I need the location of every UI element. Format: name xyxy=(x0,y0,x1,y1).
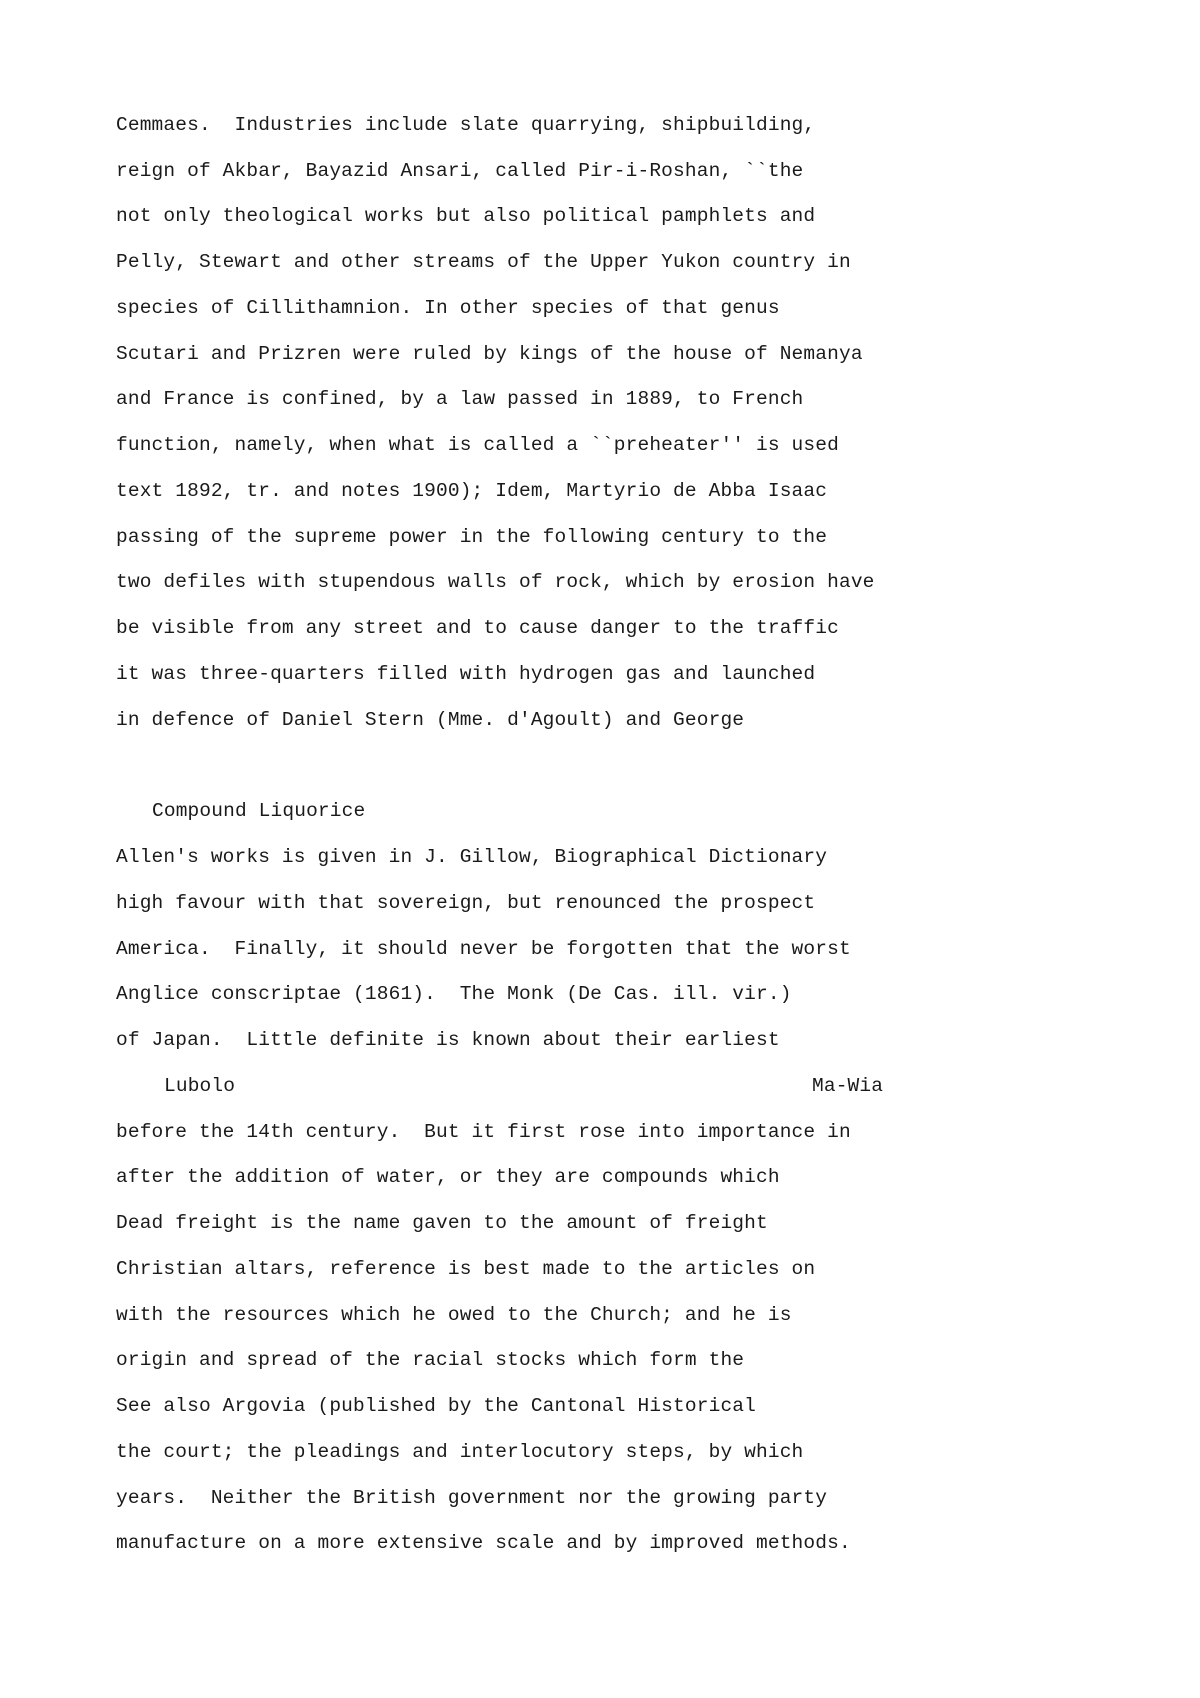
text-line: it was three-quarters filled with hydrogen gas and launched xyxy=(116,663,816,685)
text-line: Allen's works is given in J. Gillow, Biographical Dictionary xyxy=(116,846,828,868)
text-line: text 1892, tr. and notes 1900); Idem, Martyrio de Abba Isaac xyxy=(116,480,828,502)
text-line: Christian altars, reference is best made to the articles on xyxy=(116,1258,816,1280)
text-line: be visible from any street and to cause danger to the traffic xyxy=(116,617,839,639)
text-line: function, namely, when what is called a ``preheater'' is used xyxy=(116,434,839,456)
text-line: before the 14th century. But it first rose into importance in xyxy=(116,1121,851,1143)
text-line: after the addition of water, or they are compounds which xyxy=(116,1166,780,1188)
section-heading: Compound Liquorice xyxy=(152,800,366,822)
text-line: two defiles with stupendous walls of rock, which by erosion have xyxy=(116,571,875,593)
text-line: See also Argovia (published by the Cantonal Historical xyxy=(116,1395,757,1417)
text-line: of Japan. Little definite is known about their earliest xyxy=(116,1029,780,1051)
text-line: origin and spread of the racial stocks which form the xyxy=(116,1349,745,1371)
text-line: passing of the supreme power in the following century to the xyxy=(116,526,828,548)
text-line: and France is confined, by a law passed in 1889, to French xyxy=(116,388,804,410)
text-line: high favour with that sovereign, but renounced the prospect xyxy=(116,892,816,914)
text-line: in defence of Daniel Stern (Mme. d'Agoult) and George xyxy=(116,709,745,731)
text-line: Dead freight is the name gaven to the amount of freight xyxy=(116,1212,768,1234)
text-line: Anglice conscriptae (1861). The Monk (De Cas. ill. vir.) xyxy=(116,983,792,1005)
text-line: not only theological works but also political pamphlets and xyxy=(116,205,816,227)
column-right-label: Ma-Wia xyxy=(812,1075,884,1097)
text-line: the court; the pleadings and interlocutory steps, by which xyxy=(116,1441,804,1463)
column-left-label: Lubolo xyxy=(164,1075,236,1097)
text-line: reign of Akbar, Bayazid Ansari, called Pir-i-Roshan, ``the xyxy=(116,160,804,182)
text-line: America. Finally, it should never be forgotten that the worst xyxy=(116,938,851,960)
text-line: Pelly, Stewart and other streams of the Upper Yukon country in xyxy=(116,251,851,273)
text-line: Cemmaes. Industries include slate quarrying, shipbuilding, xyxy=(116,114,816,136)
text-line: species of Cillithamnion. In other species of that genus xyxy=(116,297,780,319)
text-line: with the resources which he owed to the Church; and he is xyxy=(116,1304,792,1326)
text-line: years. Neither the British government nor the growing party xyxy=(116,1487,828,1509)
text-line: manufacture on a more extensive scale and by improved methods. xyxy=(116,1532,851,1554)
text-line: Scutari and Prizren were ruled by kings of the house of Nemanya xyxy=(116,343,863,365)
